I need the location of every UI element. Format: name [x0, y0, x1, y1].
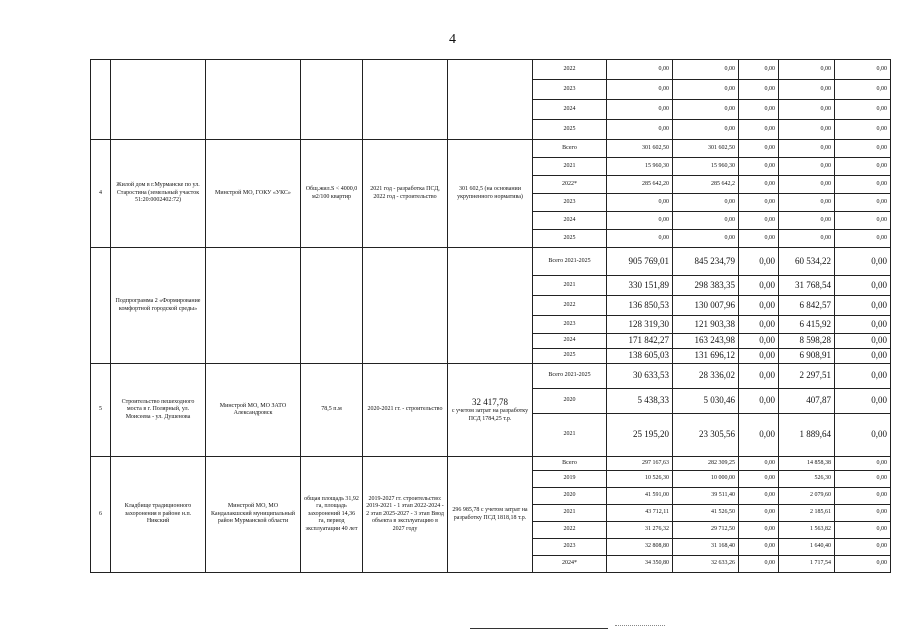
regional-budget: 39 511,40: [673, 488, 739, 505]
table-row: [91, 364, 891, 389]
estimated-cost-value: 32 417,78: [472, 396, 508, 407]
regional-budget: 10 000,00: [673, 471, 739, 488]
estimated-cost: [448, 248, 533, 364]
local-budget-a: 0,00: [739, 334, 779, 349]
estimated-cost-note: с учетом затрат на разработку ПСД 1784,25 т.р.: [451, 408, 529, 422]
year-cell: 2023: [533, 316, 607, 334]
year-cell: 2023: [533, 80, 607, 100]
local-budget-a: 0,00: [739, 364, 779, 389]
estimated-cost: [448, 364, 533, 457]
local-budget-b: 0,00: [779, 100, 835, 120]
footer-marks: [615, 625, 665, 628]
total-amount: 41 591,00: [607, 488, 673, 505]
year-cell: 2022: [533, 60, 607, 80]
total-amount: 10 526,30: [607, 471, 673, 488]
footer-line: [470, 628, 608, 629]
local-budget-a: 0,00: [739, 276, 779, 296]
regional-budget: 0,00: [673, 80, 739, 100]
estimated-cost-note: 296 985,78 с учетом затрат на разработку ПСД 1818,18 т.р.: [452, 507, 528, 521]
local-budget-b: 0,00: [779, 176, 835, 194]
total-amount: 0,00: [607, 120, 673, 140]
local-budget-a: 0,00: [739, 389, 779, 414]
year-cell: 2022: [533, 296, 607, 316]
regional-budget: 301 602,50: [673, 140, 739, 158]
local-budget-b: 0,00: [779, 212, 835, 230]
row-number: 6: [91, 457, 111, 573]
year-cell: 2024*: [533, 556, 607, 573]
capacity: [301, 60, 363, 140]
local-budget-b: 1 640,40: [779, 539, 835, 556]
customer: [206, 248, 301, 364]
year-cell: 2022: [533, 522, 607, 539]
local-budget-b: 8 598,28: [779, 334, 835, 349]
extra-budget: 0,00: [835, 248, 891, 276]
row-number: [91, 248, 111, 364]
extra-budget: 0,00: [835, 349, 891, 364]
construction-period: [363, 248, 448, 364]
extra-budget: 0,00: [835, 100, 891, 120]
extra-budget: 0,00: [835, 414, 891, 457]
local-budget-b: 14 858,38: [779, 457, 835, 471]
extra-budget: 0,00: [835, 140, 891, 158]
regional-budget: 31 168,40: [673, 539, 739, 556]
total-amount: 330 151,89: [607, 276, 673, 296]
local-budget-b: 60 534,22: [779, 248, 835, 276]
local-budget-b: 0,00: [779, 120, 835, 140]
row-number: 5: [91, 364, 111, 457]
local-budget-b: 0,00: [779, 60, 835, 80]
regional-budget: 23 305,56: [673, 414, 739, 457]
local-budget-a: 0,00: [739, 194, 779, 212]
regional-budget: 0,00: [673, 212, 739, 230]
total-amount: 31 276,32: [607, 522, 673, 539]
local-budget-a: 0,00: [739, 158, 779, 176]
year-cell: 2024: [533, 334, 607, 349]
local-budget-a: 0,00: [739, 349, 779, 364]
extra-budget: 0,00: [835, 389, 891, 414]
extra-budget: 0,00: [835, 522, 891, 539]
extra-budget: 0,00: [835, 364, 891, 389]
estimated-cost-note: 301 602,5 (на основании укрупненного норматива): [457, 186, 523, 200]
capacity: [301, 248, 363, 364]
customer: Минстрой МО, МО Кандалакшский муниципальный район Мурманской области: [206, 457, 301, 573]
extra-budget: 0,00: [835, 334, 891, 349]
year-cell: Всего: [533, 457, 607, 471]
extra-budget: 0,00: [835, 230, 891, 248]
extra-budget: 0,00: [835, 120, 891, 140]
local-budget-b: 6 842,57: [779, 296, 835, 316]
object-name: Строительство пешеходного моста в г. Полярный, ул. Моисеева - ул. Душенова: [111, 364, 206, 457]
total-amount: 0,00: [607, 60, 673, 80]
local-budget-a: 0,00: [739, 539, 779, 556]
local-budget-a: 0,00: [739, 457, 779, 471]
local-budget-b: 0,00: [779, 194, 835, 212]
extra-budget: 0,00: [835, 212, 891, 230]
capacity: 78,5 п.м: [301, 364, 363, 457]
year-cell: 2020: [533, 389, 607, 414]
total-amount: 5 438,33: [607, 389, 673, 414]
total-amount: 0,00: [607, 230, 673, 248]
year-cell: 2021: [533, 414, 607, 457]
extra-budget: 0,00: [835, 316, 891, 334]
total-amount: 15 960,30: [607, 158, 673, 176]
total-amount: 0,00: [607, 194, 673, 212]
local-budget-a: 0,00: [739, 488, 779, 505]
year-cell: Всего: [533, 140, 607, 158]
year-cell: 2023: [533, 539, 607, 556]
extra-budget: 0,00: [835, 556, 891, 573]
capacity: Общ.жил.S < 4000,0 м2/100 квартир: [301, 140, 363, 248]
regional-budget: 29 712,50: [673, 522, 739, 539]
local-budget-b: 2 079,60: [779, 488, 835, 505]
local-budget-b: 0,00: [779, 230, 835, 248]
capacity: общая площадь 31,92 га, площадь захоронений 14,36 га, период эксплуатации 40 лет: [301, 457, 363, 573]
regional-budget: 32 633,26: [673, 556, 739, 573]
total-amount: 136 850,53: [607, 296, 673, 316]
object-name: Жилой дом в г.Мурманске по ул. Старостина (земельный участок 51:20:0002402:72): [111, 140, 206, 248]
total-amount: 138 605,03: [607, 349, 673, 364]
local-budget-a: 0,00: [739, 296, 779, 316]
extra-budget: 0,00: [835, 471, 891, 488]
total-amount: 25 195,20: [607, 414, 673, 457]
regional-budget: 130 007,96: [673, 296, 739, 316]
construction-period: 2021 год - разработка ПСД, 2022 год - строительство: [363, 140, 448, 248]
year-cell: 2019: [533, 471, 607, 488]
estimated-cost: [448, 60, 533, 140]
extra-budget: 0,00: [835, 80, 891, 100]
local-budget-a: 0,00: [739, 414, 779, 457]
total-amount: 43 712,11: [607, 505, 673, 522]
regional-budget: 0,00: [673, 60, 739, 80]
local-budget-a: 0,00: [739, 230, 779, 248]
extra-budget: 0,00: [835, 176, 891, 194]
local-budget-a: 0,00: [739, 212, 779, 230]
table-row: [91, 248, 891, 276]
total-amount: 34 350,80: [607, 556, 673, 573]
estimated-cost: [448, 457, 533, 573]
total-amount: 171 842,27: [607, 334, 673, 349]
year-cell: 2021: [533, 276, 607, 296]
local-budget-b: 6 908,91: [779, 349, 835, 364]
total-amount: 128 319,30: [607, 316, 673, 334]
regional-budget: 298 383,35: [673, 276, 739, 296]
year-cell: 2022*: [533, 176, 607, 194]
year-cell: Всего 2021-2025: [533, 248, 607, 276]
local-budget-a: 0,00: [739, 316, 779, 334]
table-row: [91, 60, 891, 80]
extra-budget: 0,00: [835, 488, 891, 505]
local-budget-a: 0,00: [739, 505, 779, 522]
customer: Минстрой МО, МО ЗАТО Александровск: [206, 364, 301, 457]
local-budget-a: 0,00: [739, 60, 779, 80]
total-amount: 30 633,53: [607, 364, 673, 389]
regional-budget: 163 243,98: [673, 334, 739, 349]
financing-table: [90, 59, 891, 573]
local-budget-a: 0,00: [739, 176, 779, 194]
local-budget-b: 1 717,54: [779, 556, 835, 573]
local-budget-b: 31 768,54: [779, 276, 835, 296]
extra-budget: 0,00: [835, 194, 891, 212]
local-budget-b: 0,00: [779, 158, 835, 176]
year-cell: 2020: [533, 488, 607, 505]
construction-period: 2020-2021 гг. - строительство: [363, 364, 448, 457]
regional-budget: 282 309,25: [673, 457, 739, 471]
regional-budget: 5 030,46: [673, 389, 739, 414]
extra-budget: 0,00: [835, 158, 891, 176]
object-name: [111, 60, 206, 140]
customer: [206, 60, 301, 140]
row-number: [91, 60, 111, 140]
table-row: [91, 457, 891, 471]
extra-budget: 0,00: [835, 457, 891, 471]
extra-budget: 0,00: [835, 60, 891, 80]
year-cell: 2021: [533, 505, 607, 522]
page-number: 4: [449, 32, 456, 47]
local-budget-b: 526,30: [779, 471, 835, 488]
regional-budget: 285 642,2: [673, 176, 739, 194]
local-budget-a: 0,00: [739, 80, 779, 100]
total-amount: 0,00: [607, 212, 673, 230]
local-budget-b: 0,00: [779, 80, 835, 100]
construction-period: [363, 60, 448, 140]
row-number: 4: [91, 140, 111, 248]
construction-period: 2019-2027 гг. строительство: 2019-2021 - 1 этап 2022-2024 - 2 этап 2025-2027 - 3 этап Ввод объекта в эксплуатацию в 2027 году: [363, 457, 448, 573]
year-cell: 2025: [533, 349, 607, 364]
local-budget-a: 0,00: [739, 556, 779, 573]
local-budget-b: 2 185,61: [779, 505, 835, 522]
regional-budget: 28 336,02: [673, 364, 739, 389]
local-budget-b: 6 415,92: [779, 316, 835, 334]
extra-budget: 0,00: [835, 276, 891, 296]
object-name: Кладбище традиционного захоронения в районе н.п. Никский: [111, 457, 206, 573]
local-budget-b: 1 563,82: [779, 522, 835, 539]
extra-budget: 0,00: [835, 505, 891, 522]
estimated-cost: [448, 140, 533, 248]
regional-budget: 845 234,79: [673, 248, 739, 276]
regional-budget: 41 526,50: [673, 505, 739, 522]
local-budget-a: 0,00: [739, 248, 779, 276]
local-budget-b: 0,00: [779, 140, 835, 158]
local-budget-a: 0,00: [739, 471, 779, 488]
local-budget-a: 0,00: [739, 140, 779, 158]
total-amount: 32 808,80: [607, 539, 673, 556]
year-cell: 2024: [533, 212, 607, 230]
local-budget-b: 407,87: [779, 389, 835, 414]
extra-budget: 0,00: [835, 296, 891, 316]
year-cell: Всего 2021-2025: [533, 364, 607, 389]
regional-budget: 0,00: [673, 120, 739, 140]
total-amount: 285 642,20: [607, 176, 673, 194]
table-row: [91, 140, 891, 158]
year-cell: 2025: [533, 120, 607, 140]
regional-budget: 15 960,30: [673, 158, 739, 176]
local-budget-b: 1 889,64: [779, 414, 835, 457]
extra-budget: 0,00: [835, 539, 891, 556]
year-cell: 2024: [533, 100, 607, 120]
regional-budget: 0,00: [673, 194, 739, 212]
local-budget-a: 0,00: [739, 522, 779, 539]
object-name: Подпрограмма 2 «Формирование комфортной городской среды»: [111, 248, 206, 364]
local-budget-a: 0,00: [739, 120, 779, 140]
regional-budget: 0,00: [673, 230, 739, 248]
regional-budget: 0,00: [673, 100, 739, 120]
regional-budget: 121 903,38: [673, 316, 739, 334]
local-budget-a: 0,00: [739, 100, 779, 120]
customer: Минстрой МО, ГОКУ «УКС»: [206, 140, 301, 248]
year-cell: 2021: [533, 158, 607, 176]
total-amount: 0,00: [607, 80, 673, 100]
year-cell: 2025: [533, 230, 607, 248]
total-amount: 905 769,01: [607, 248, 673, 276]
total-amount: 0,00: [607, 100, 673, 120]
regional-budget: 131 696,12: [673, 349, 739, 364]
year-cell: 2023: [533, 194, 607, 212]
local-budget-b: 2 297,51: [779, 364, 835, 389]
total-amount: 301 602,50: [607, 140, 673, 158]
total-amount: 297 167,63: [607, 457, 673, 471]
